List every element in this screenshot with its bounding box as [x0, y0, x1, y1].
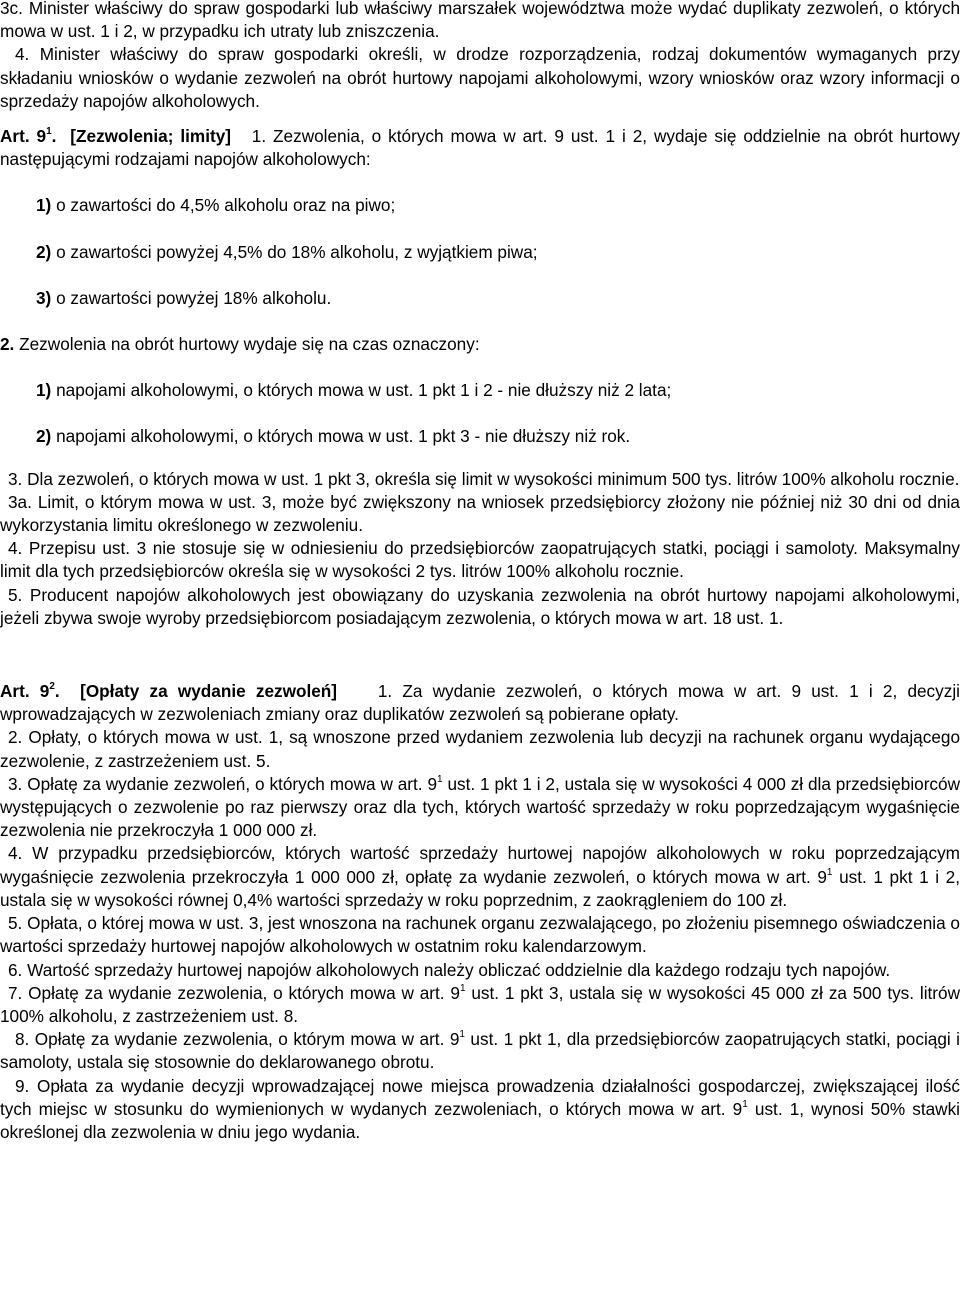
article-title: [Zezwolenia; limity] — [70, 126, 231, 147]
article-9-2-paragraph-1 — [0, 680, 960, 726]
article-9-1-paragraph-2: 2. Zezwolenia na obrót hurtowy wydaje się na czas oznaczony: — [0, 334, 480, 355]
list-item: 2) napojami alkoholowymi, o których mowa w ust. 1 pkt 3 - nie dłuższy niż rok. — [36, 426, 631, 447]
list-item: 1) o zawartości do 4,5% alkoholu oraz na piwo; — [36, 195, 396, 216]
paragraph-4: 4. Minister właściwy do spraw gospodarki określi, w drodze rozporządzenia, rodzaj dokumentów wymaganych przy składaniu wniosków o wydanie zezwoleń na obrót hurtowy napojami alkoholowymi, wzory wniosków oraz wzory informacji o sprzedaży napojów alkoholowych. — [0, 44, 960, 111]
article-label: Art. $9^2$. — [0, 681, 60, 702]
article-9-2-paragraph-2: 2. Opłaty, o których mowa w ust. 1, są wnoszone przed wydaniem zezwolenia lub decyzji na rachunek organu wydającego zezwolenie, z zastrzeżeniem ust. 5. — [0, 727, 960, 771]
article-label: Art. $9^1$. — [0, 126, 57, 147]
paragraph-3c: 3c. Minister właściwy do spraw gospodarki lub właściwy marszałek województwa może wydać duplikaty zezwoleń, o których mowa w ust. 1 i 2, w przypadku ich utraty lub zniszczenia. — [0, 0, 960, 42]
list-item: 1) napojami alkoholowymi, o których mowa w ust. 1 pkt 1 i 2 - nie dłuższy niż 2 lata; — [36, 380, 672, 401]
article-text: 1. Za wydanie zezwoleń, o których mowa w art. 9 ust. 1 i 2, decyzji wprowadzających w zezwoleniach zmiany oraz duplikatów zezwoleń są pobierane opłaty. — [0, 681, 960, 725]
article-9-2-paragraph-4: 4. W przypadku przedsiębiorców, których wartość sprzedaży hurtowej napojów alkoholowych w roku poprzedzającym wygaśnięcie zezwolenia przekroczyła 1 000 000 zł, opłatę za wydanie zezwoleń, o których mowa w art. $9^1$ ust. 1 pkt 1 i 2, ustala się w wysokości równej 0,4% wartości sprzedaży w roku poprzednim, z zaokrągleniem do 100 zł. — [0, 843, 960, 910]
article-9-2-paragraph-3: 3. Opłatę za wydanie zezwoleń, o których mowa w art. $9^1$ ust. 1 pkt 1 i 2, ustala się w wysokości 4 000 zł dla przedsiębiorców występujących o zezwolenie po raz pierwszy oraz dla tych, których wartość sprzedaży w roku poprzedzającym wygaśnięcie zezwolenia nie przekroczyła 1 000 000 zł. — [0, 773, 960, 841]
article-9-1-paragraph-3a: 3a. Limit, o którym mowa w ust. 3, może być zwiększony na wniosek przedsiębiorcy złożony nie później niż 30 dni od dnia wykorzystania limitu określonego w zezwoleniu. — [0, 491, 960, 536]
article-9-1-paragraph-4: 4. Przepisu ust. 3 nie stosuje się w odniesieniu do przedsiębiorców zaopatrujących statki, pociągi i samoloty. Maksymalny limit dla tych przedsiębiorców określa się w wysokości 2 tys. litrów 100% alkoholu rocznie. — [0, 538, 960, 582]
list-item: 2) o zawartości powyżej 4,5% do 18% alkoholu, z wyjątkiem piwa; — [36, 241, 538, 262]
article-9-1-paragraph-1 — [0, 125, 960, 171]
article-title: [Opłaty za wydanie zezwoleń] — [80, 681, 338, 702]
article-9-2-paragraph-7: 7. Opłatę za wydanie zezwolenia, o których mowa w art. $9^1$ ust. 1 pkt 3, ustala się w wysokości 45 000 zł za 500 tys. litrów 100% alkoholu, z zastrzeżeniem ust. 8. — [0, 982, 960, 1026]
article-text: 1. Zezwolenia, o których mowa w art. 9 ust. 1 i 2, wydaje się oddzielnie na obrót hurtowy następującymi rodzajami napojów alkoholowych: — [0, 126, 960, 170]
list-item: 3) o zawartości powyżej 18% alkoholu. — [36, 287, 332, 308]
article-9-1-paragraph-5: 5. Producent napojów alkoholowych jest obowiązany do uzyskania zezwolenia na obrót hurtowy napojami alkoholowymi, jeżeli zbywa swoje wyroby przedsiębiorcom posiadającym zezwolenia, o których mowa w art. 18 ust. 1. — [0, 584, 960, 628]
article-9-1-paragraph-3: 3. Dla zezwoleń, o których mowa w ust. 1 pkt 3, określa się limit w wysokości minimum 500 tys. litrów 100% alkoholu rocznie. — [8, 468, 960, 489]
article-9-2-paragraph-6: 6. Wartość sprzedaży hurtowej napojów alkoholowych należy obliczać oddzielnie dla każdego rodzaju tych napojów. — [8, 959, 891, 980]
article-9-2-paragraph-5: 5. Opłata, o której mowa w ust. 3, jest wnoszona na rachunek organu zezwalającego, po złożeniu pisemnego oświadczenia o wartości sprzedaży hurtowej napojów alkoholowych w ostatnim roku kalendarzowym. — [0, 913, 960, 957]
article-9-2-paragraph-8: 8. Opłatę za wydanie zezwolenia, o którym mowa w art. $9^1$ ust. 1 pkt 1, dla przedsiębiorców zaopatrujących statki, pociągi i samoloty, ustala się stosownie do deklarowanego obrotu. — [0, 1029, 960, 1073]
article-9-2-paragraph-9: 9. Opłata za wydanie decyzji wprowadzającej nowe miejsca prowadzenia działalności gospodarczej, zwiększającej ilość tych miejsc w stosunku do wymienionych w wydanych zezwoleniach, o których mowa w art. $9^1$ ust. 1, wynosi 50% stawki określonej dla zezwolenia w dniu jego wydania. — [0, 1075, 960, 1142]
